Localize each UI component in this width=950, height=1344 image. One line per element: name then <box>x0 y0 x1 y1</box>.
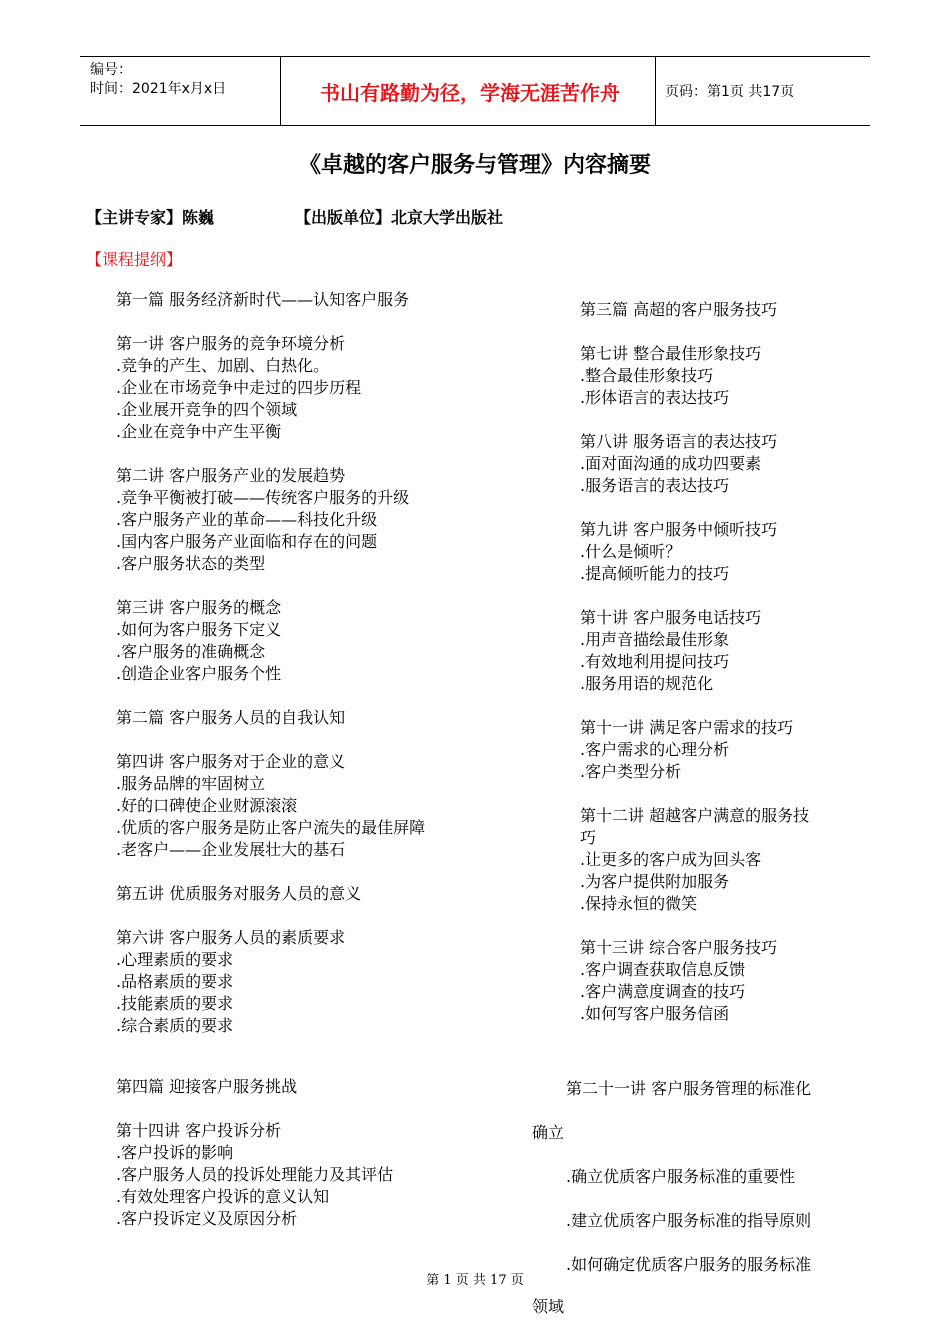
spacer <box>580 321 809 343</box>
outline-heading-line: 第三篇 高超的客户服务技巧 <box>580 300 778 319</box>
page-header <box>80 56 870 126</box>
outline-item: .企业在竞争中产生平衡 <box>116 422 282 441</box>
outline-heading-line: 第十二讲 超越客户满意的服务技 <box>580 806 810 825</box>
outline-column-left <box>116 289 425 1037</box>
outline-item: .企业展开竞争的四个领域 <box>116 400 298 419</box>
outline-column-right <box>580 299 809 1025</box>
lecture-21-title-cont: 确立 <box>532 1123 565 1142</box>
outline-item: .为客户提供附加服务 <box>580 872 730 891</box>
outline-item: .客户调查获取信息反馈 <box>580 960 746 979</box>
outline-item: .客户投诉的影响 <box>116 1143 234 1162</box>
outline-heading-line: 巧 <box>580 828 597 847</box>
spacer <box>116 905 425 927</box>
outline-item: .企业在市场竞争中走过的四步历程 <box>116 378 362 397</box>
spacer <box>580 783 809 805</box>
outline-line: .如何确定优质客户服务的服务标准 <box>566 1255 812 1274</box>
outline-item: .品格素质的要求 <box>116 972 234 991</box>
outline-item: .让更多的客户成为回头客 <box>580 850 762 869</box>
publisher-label: 【出版单位】北京大学出版社 <box>295 208 504 227</box>
outline-item: .提高倾听能力的技巧 <box>580 564 730 583</box>
outline-heading-line: 第十讲 客户服务电话技巧 <box>580 608 762 627</box>
outline-item: .面对面沟通的成功四要素 <box>580 454 762 473</box>
header-number: 编号： <box>90 62 132 78</box>
outline-line: .建立优质客户服务标准的指导原则 <box>566 1211 812 1230</box>
outline-item: .创造企业客户服务个性 <box>116 664 282 683</box>
spacer <box>116 729 425 751</box>
spacer <box>580 497 809 519</box>
outline-heading-line: 第十四讲 客户投诉分析 <box>116 1121 282 1140</box>
outline-heading-line: 第一篇 服务经济新时代——认知客户服务 <box>116 290 410 309</box>
outline-heading-line: 第五讲 优质服务对服务人员的意义 <box>116 884 362 903</box>
outline-heading-line: 第一讲 客户服务的竞争环境分析 <box>116 334 346 353</box>
outline-line-cont: 领域 <box>532 1297 565 1316</box>
document-title: 《卓越的客户服务与管理》内容摘要 <box>298 153 651 178</box>
outline-item: .竞争平衡被打破——传统客户服务的升级 <box>116 488 410 507</box>
expert-label: 【主讲专家】陈巍 <box>86 208 215 227</box>
spacer <box>116 443 425 465</box>
outline-item: .服务用语的规范化 <box>580 674 714 693</box>
outline-item: .心理素质的要求 <box>116 950 234 969</box>
outline-heading-line: 第九讲 客户服务中倾听技巧 <box>580 520 778 539</box>
outline-heading-line: 第八讲 服务语言的表达技巧 <box>580 432 778 451</box>
outline-item: .客户投诉定义及原因分析 <box>116 1209 298 1228</box>
outline-item: .如何写客户服务信函 <box>580 1004 730 1023</box>
outline-item: .保持永恒的微笑 <box>580 894 698 913</box>
outline-item: .技能素质的要求 <box>116 994 234 1013</box>
outline-heading-line: 第二讲 客户服务产业的发展趋势 <box>116 466 346 485</box>
outline-item: .老客户——企业发展壮大的基石 <box>116 840 346 859</box>
outline-heading-line: 第二篇 客户服务人员的自我认知 <box>116 708 346 727</box>
outline-line: .确立优质客户服务标准的重要性 <box>566 1167 796 1186</box>
outline-item: .客户满意度调查的技巧 <box>580 982 746 1001</box>
outline-item: .客户类型分析 <box>580 762 682 781</box>
header-meta <box>90 61 226 99</box>
outline-item: .客户服务的准确概念 <box>116 642 266 661</box>
spacer <box>116 861 425 883</box>
outline-heading-line: 第七讲 整合最佳形象技巧 <box>580 344 762 363</box>
outline-item: .服务语言的表达技巧 <box>580 476 730 495</box>
outline-heading: 【课程提纲】 <box>86 250 183 269</box>
page-footer: 第 1 页 共 17 页 <box>426 1273 524 1288</box>
spacer <box>580 915 809 937</box>
outline-item: .客户服务产业的革命——科技化升级 <box>116 510 378 529</box>
outline-item: .什么是倾听？ <box>580 542 682 561</box>
spacer <box>116 575 425 597</box>
lecture-21-title: 第二十一讲 客户服务管理的标准化 <box>566 1079 812 1098</box>
outline-item: .形体语言的表达技巧 <box>580 388 730 407</box>
outline-item: .有效处理客户投诉的意义认知 <box>116 1187 330 1206</box>
outline-item: .好的口碑使企业财源滚滚 <box>116 796 298 815</box>
outline-heading-line: 第三讲 客户服务的概念 <box>116 598 282 617</box>
outline-item: .有效地利用提问技巧 <box>580 652 730 671</box>
outline-item: .客户需求的心理分析 <box>580 740 730 759</box>
outline-column-left-part2 <box>116 1076 393 1230</box>
outline-item: .如何为客户服务下定义 <box>116 620 282 639</box>
spacer <box>116 1098 393 1120</box>
outline-heading-line: 第十三讲 综合客户服务技巧 <box>580 938 778 957</box>
outline-item: .优质的客户服务是防止客户流失的最佳屏障 <box>116 818 426 837</box>
header-divider <box>655 57 656 125</box>
outline-heading-line: 第十一讲 满足客户需求的技巧 <box>580 718 794 737</box>
outline-item: .用声音描绘最佳形象 <box>580 630 730 649</box>
outline-item: .客户服务人员的投诉处理能力及其评估 <box>116 1165 394 1184</box>
header-divider <box>280 57 281 125</box>
spacer <box>580 585 809 607</box>
spacer <box>116 311 425 333</box>
outline-item: .竞争的产生、加剧、白热化。 <box>116 356 330 375</box>
outline-item: .客户服务状态的类型 <box>116 554 266 573</box>
header-motto: 书山有路勤为径，学海无涯苦作舟 <box>320 81 620 105</box>
header-time: 时间：2021年x月x日 <box>90 81 227 97</box>
header-page-number: 页码：第1页 共17页 <box>665 84 795 100</box>
outline-item: .整合最佳形象技巧 <box>580 366 714 385</box>
outline-heading-line: 第六讲 客户服务人员的素质要求 <box>116 928 346 947</box>
spacer <box>116 685 425 707</box>
outline-heading-line: 第四讲 客户服务对于企业的意义 <box>116 752 346 771</box>
outline-heading-line: 第四篇 迎接客户服务挑战 <box>116 1077 298 1096</box>
spacer <box>580 409 809 431</box>
outline-item: .综合素质的要求 <box>116 1016 234 1035</box>
spacer <box>580 695 809 717</box>
outline-item: .服务品牌的牢固树立 <box>116 774 266 793</box>
outline-item: .国内客户服务产业面临和存在的问题 <box>116 532 378 551</box>
